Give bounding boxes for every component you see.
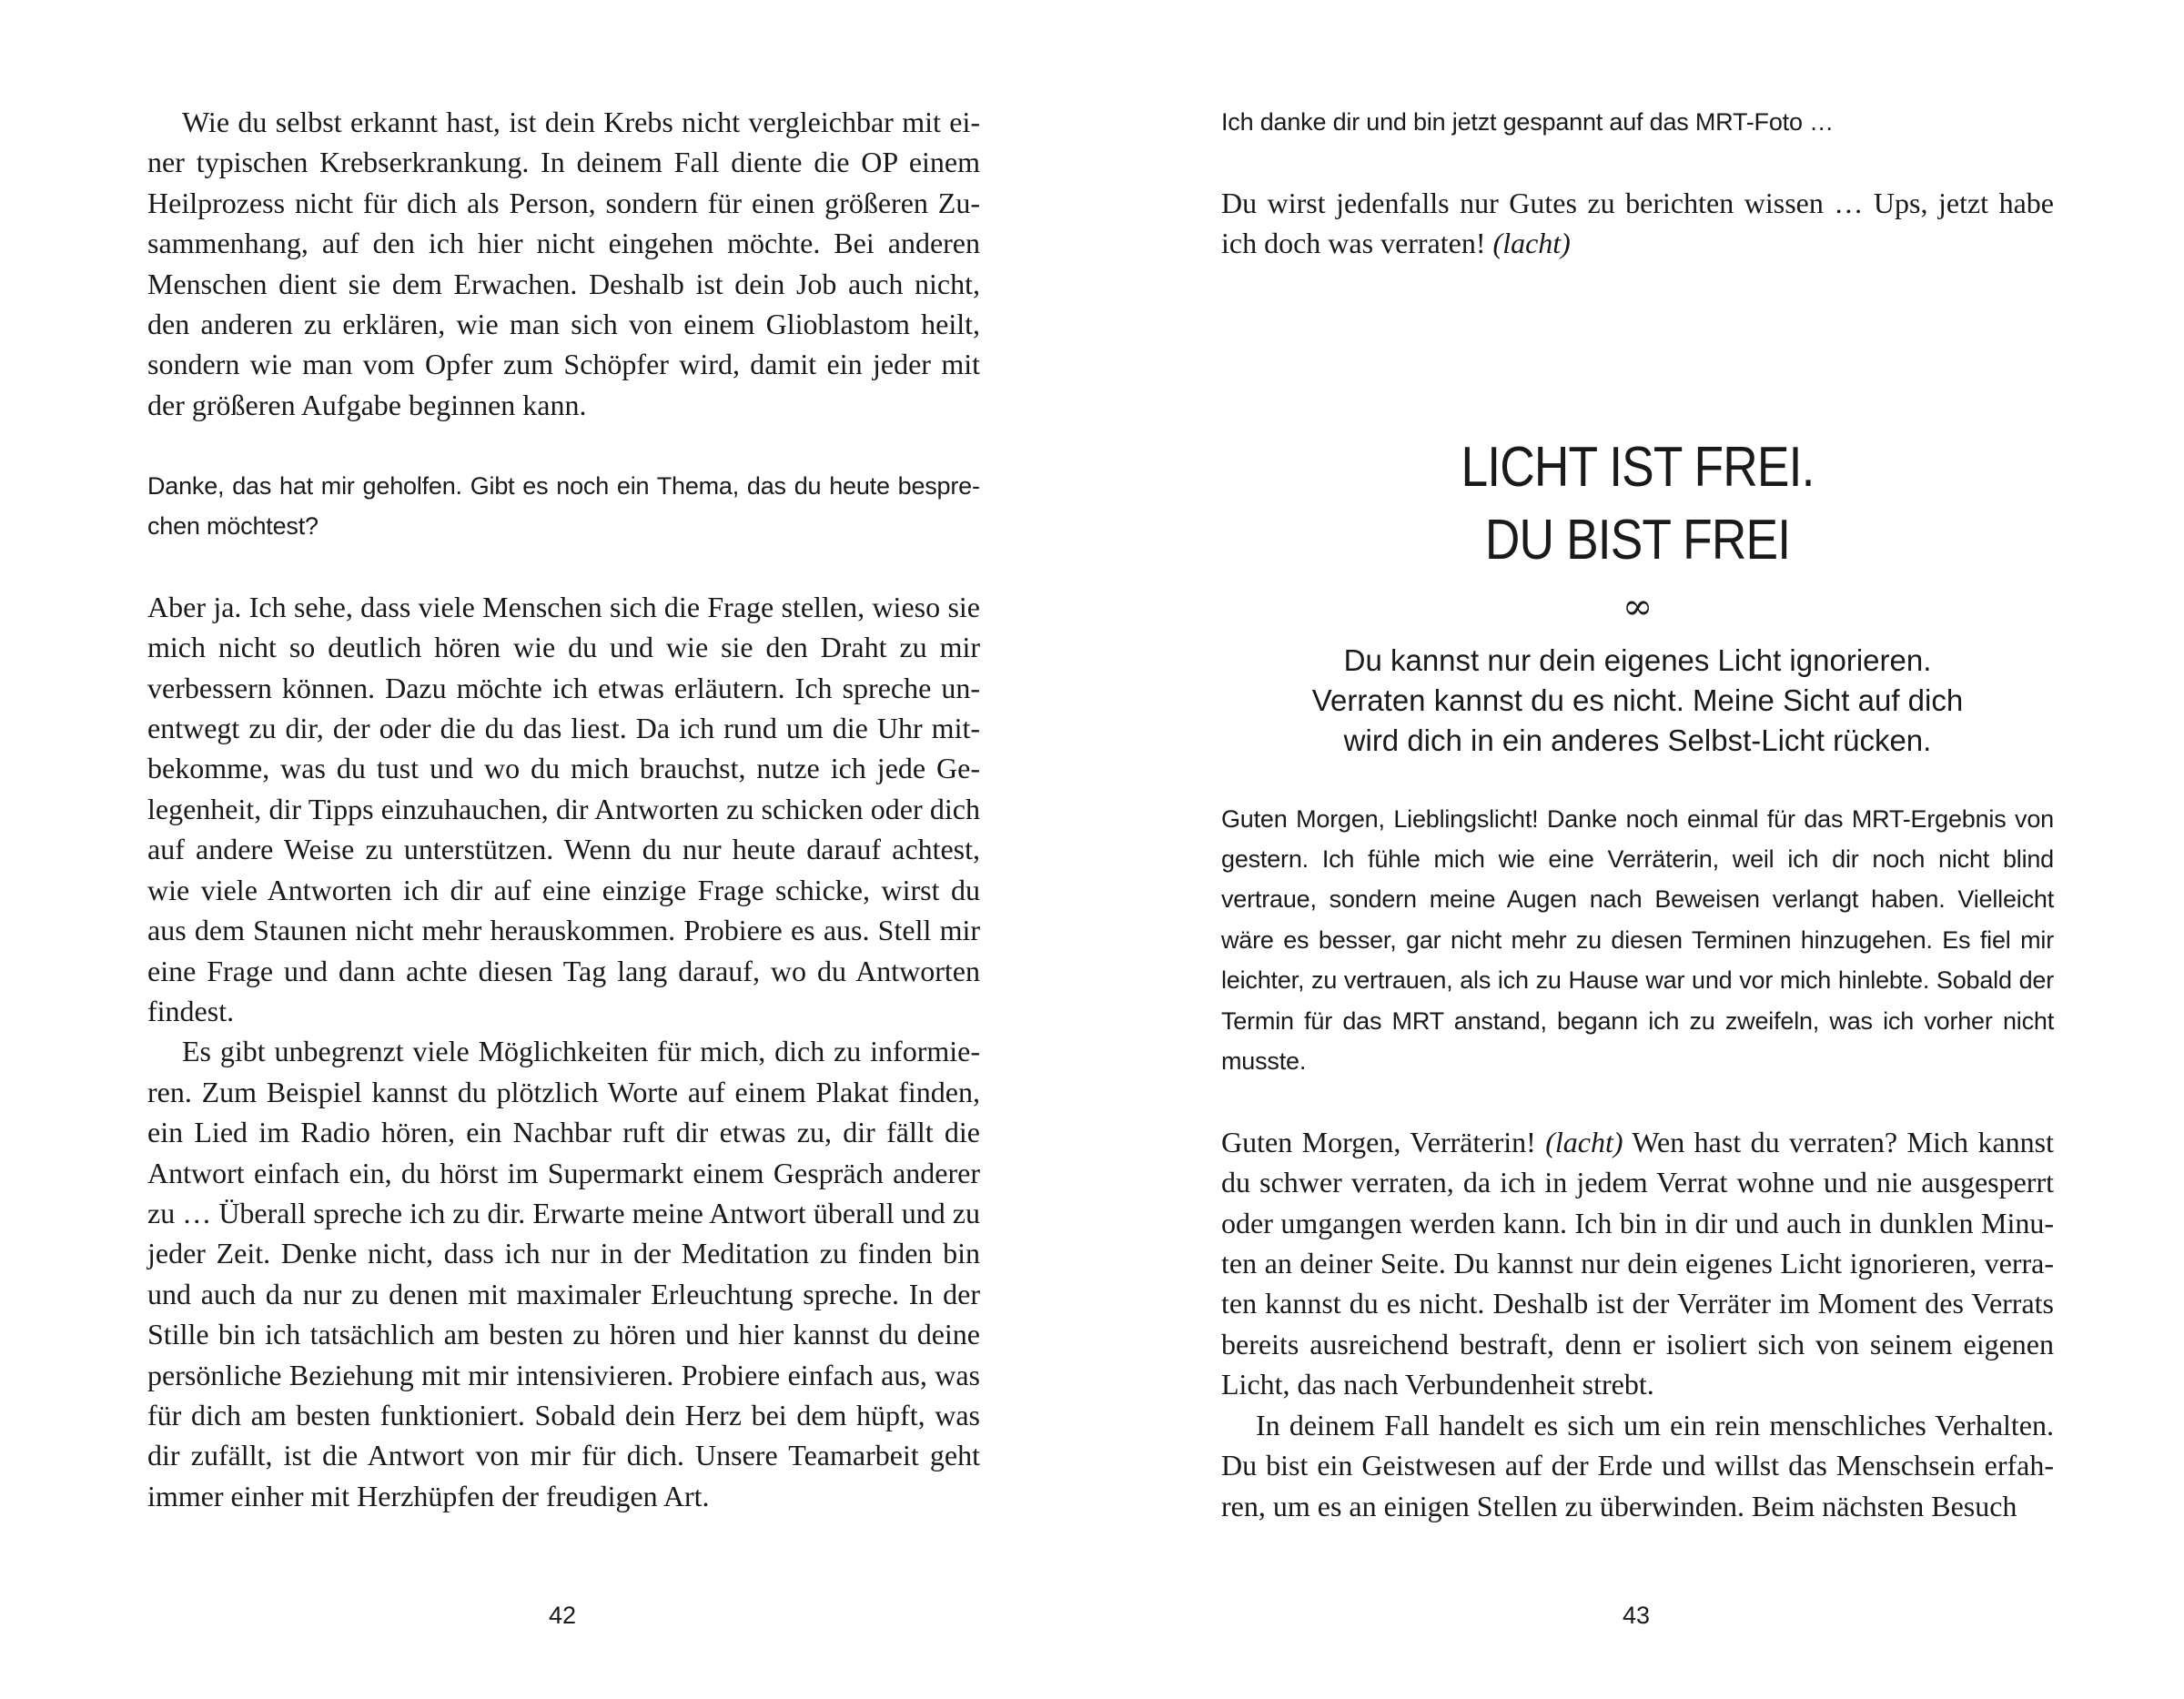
motto-line-2: Verraten kannst du es nicht. Meine Sicht auf dich bbox=[1311, 683, 1964, 717]
answer-paragraph bbox=[1221, 183, 2054, 264]
answer-text: Guten Morgen, Verräterin! bbox=[1221, 1125, 1536, 1158]
question-paragraph: Danke, das hat mir geholfen. Gibt es noch ein Thema, das du heute besprechen möchtest? bbox=[147, 471, 980, 541]
stage-direction: (lacht) bbox=[1492, 227, 1571, 260]
chapter-heading-line-2: DU BIST FREI bbox=[1484, 508, 1791, 571]
question-paragraph: Guten Morgen, Lieblingslicht! Danke noch einmal für das MRT-Ergebnis von gestern. Ich fühle mich wie eine Verräterin, weil ich dir noch nicht blind vertraue, sondern meine Augen nach Beweisen verlangt haben. Vielleicht wäre es besser, gar nicht mehr zu diesen Terminen hinzugehen. Es fiel mir leichter, zu vertrauen, als ich zu Hause war und vor mich hinlebte. Sobald der Termin für das MRT anstand, begann ich zu zweifeln, was ich vorher nicht musste. bbox=[1221, 804, 2054, 1076]
answer-paragraph: In deinem Fall handelt es sich um ein rein menschliches Verhalten. Du bist ein Geistwesen auf der Erde und willst das Menschsein erfahren, um es an einigen Stellen zu überwinden. Beim nächsten Besuch bbox=[1221, 1408, 2054, 1522]
answer-paragraph: Wie du selbst erkannt hast, ist dein Krebs nicht vergleichbar mit einer typischen Krebserkrankung. In deinem Fall diente die OP einem Heilprozess nicht für dich als Person, sondern für einen größeren Zusammenhang, auf den ich hier nicht eingehen möchte. Bei anderen Menschen dient sie dem Erwachen. Deshalb ist dein Job auch nicht, den anderen zu erklären, wie man sich von einem Glioblastom heilt, sondern wie man vom Opfer zum Schöpfer wird, damit ein jeder mit der größeren Aufgabe beginnen kann. bbox=[147, 106, 980, 421]
answer-text: Du wirst jedenfalls nur Gutes zu berichten wissen … Ups, jetzt habe ich doch was verraten! bbox=[1221, 186, 2054, 260]
right-page bbox=[1092, 0, 2184, 1699]
infinity-ornament: ∞ bbox=[1622, 585, 1653, 628]
chapter-heading-line-1: LICHT IST FREI. bbox=[1461, 435, 1815, 499]
answer-text: Wen hast du verraten? Mich kannst du schwer verraten, da ich in jedem Verrat wohne und nie ausgesperrt oder umgangen werden kann. Ich bin in dir und auch in dunklen Minuten an deiner Seite. Du kannst nur dein eigenes Licht ignorieren, verraten kannst du es nicht. Deshalb ist der Verräter im Moment des Verrats bereits ausreichend bestraft, denn er isoliert sich von seinem eigenen Licht, das nach Verbundenheit strebt. bbox=[1221, 1125, 2055, 1401]
right-text-column bbox=[1221, 102, 2054, 1526]
motto-line-3: wird dich in ein anderes Selbst-Licht rücken. bbox=[1343, 723, 1932, 757]
question-paragraph: Ich danke dir und bin jetzt gespannt auf das MRT-Foto … bbox=[1221, 108, 1834, 136]
left-text-column bbox=[147, 102, 980, 1516]
answer-paragraph: Aber ja. Ich sehe, dass viele Menschen sich die Frage stellen, wieso sie mich nicht so deutlich hören wie du und wie sie den Draht zu mir verbessern können. Dazu möchte ich etwas erläutern. Ich spreche unentwegt zu dir, der oder die du das liest. Da ich rund um die Uhr mitbekomme, was du tust und wo du mich brauchst, nutze ich jede Gelegenheit, dir Tipps einzuhauchen, dir Antworten zu schicken oder dich auf andere Weise zu unterstützen. Wenn du nur heute darauf achtest, wie viele Antworten ich dir auf eine einzige Frage schicke, wirst du aus dem Staunen nicht mehr herauskommen. Probiere es aus. Stell mir eine Frage und dann achte diesen Tag lang darauf, wo du Antworten findest. bbox=[147, 590, 980, 1027]
page-number: 42 bbox=[548, 1602, 577, 1629]
answer-paragraph: Es gibt unbegrenzt viele Möglichkeiten für mich, dich zu informieren. Zum Beispiel kannst du plötzlich Worte auf einem Plakat finden, ein Lied im Radio hören, ein Nachbar ruft dir etwas zu, dir fällt die Antwort einfach ein, du hörst im Supermarkt einem Gespräch anderer zu … Überall spreche ich zu dir. Erwarte meine Antwort überall und zu jeder Zeit. Denke nicht, dass ich nur in der Meditation zu finden bin und auch da nur zu denen mit maximaler Erleuchtung spreche. In der Stille bin ich tatsächlich am besten zu hören und hier kannst du deine persönliche Beziehung mit mir intensivieren. Probiere einfach aus, was für dich am besten funktioniert. Sobald dein Herz bei dem hüpft, was dir zufällt, ist die Antwort von mir für dich. Unsere Teamarbeit geht immer einher mit Herzhüpfen der freudigen Art. bbox=[147, 1035, 980, 1512]
motto-line-1: Du kannst nur dein eigenes Licht ignorieren. bbox=[1343, 642, 1932, 677]
stage-direction: (lacht) bbox=[1545, 1125, 1623, 1158]
answer-paragraph bbox=[1221, 1122, 2054, 1405]
page-number: 43 bbox=[1622, 1602, 1651, 1629]
